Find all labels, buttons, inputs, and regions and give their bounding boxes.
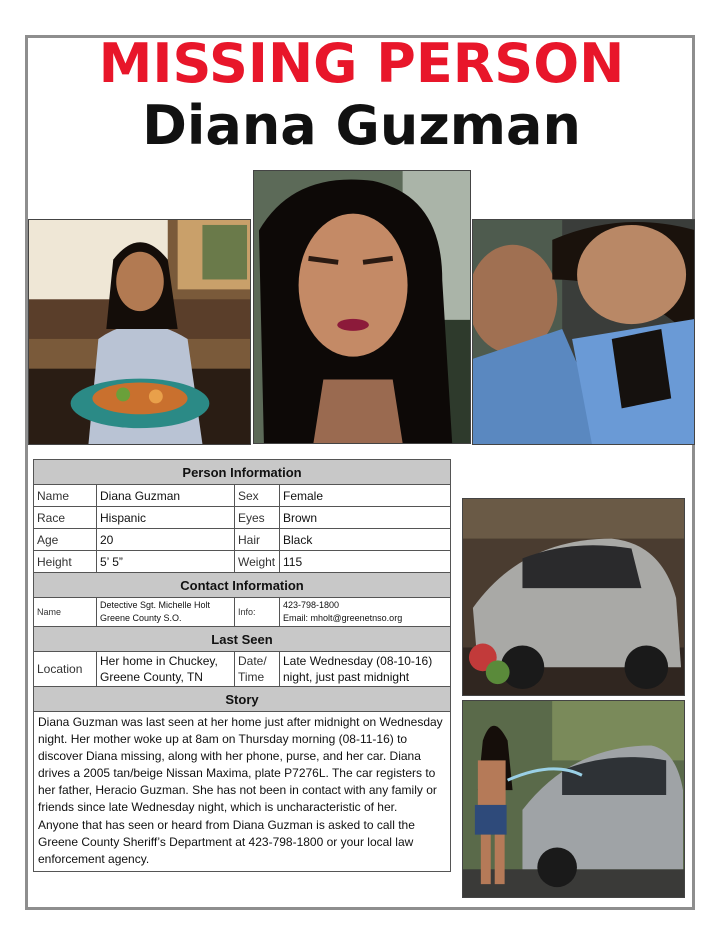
datetime-line2: night, just past midnight (283, 670, 410, 684)
contact-phone: 423-798-1800 (283, 600, 340, 610)
datetime-line1: Late Wednesday (08-10-16) (283, 654, 433, 668)
location-value (97, 652, 235, 687)
sex-value: Female (280, 485, 451, 507)
photo-car (462, 498, 685, 696)
story-paragraph-1: Diana Guzman was last seen at her home just after midnight on Wednesday night. Her mother woke up at 8am on Thursday morning (08-11-16) to discover Diana missing, along with her phone, purse, and her car. Diana drives a 2005 tan/beige Nissan Maxima, plate P7276L. The car registers to her father, Heracio Guzman. She has not been in contact with any family or friends since late Wednesday night, which is uncharacteristic of her. (38, 715, 443, 814)
hair-label: Hair (235, 529, 280, 551)
contact-name-label: Name (34, 598, 97, 627)
contact-name-line2: Greene County S.O. (100, 613, 182, 623)
photo-selfie-couple (472, 219, 695, 445)
person-info-heading: Person Information (34, 460, 451, 485)
story-paragraph-2: Anyone that has seen or heard from Diana Guzman is asked to call the Greene County Sheriff’s Department at 423-798-1800 or your local law enforcement agency. (38, 818, 415, 866)
datetime-label-line2: Time (238, 670, 265, 684)
story-heading: Story (34, 687, 451, 712)
hair-value: Black (280, 529, 451, 551)
location-label: Location (34, 652, 97, 687)
name-value: Diana Guzman (97, 485, 235, 507)
contact-email: Email: mholt@greenetnso.org (283, 613, 403, 623)
photo-washing-car (462, 700, 685, 898)
height-value: 5’ 5” (97, 551, 235, 573)
datetime-label (235, 652, 280, 687)
contact-name-value (97, 598, 235, 627)
age-value: 20 (97, 529, 235, 551)
eyes-value: Brown (280, 507, 451, 529)
poster-title: MISSING PERSON (98, 32, 625, 95)
contact-info-label: Info: (235, 598, 280, 627)
location-line2: Greene County, TN (100, 670, 203, 684)
name-label: Name (34, 485, 97, 507)
weight-value: 115 (280, 551, 451, 573)
contact-info-value (280, 598, 451, 627)
info-table (33, 459, 451, 872)
person-name-heading: Diana Guzman (142, 94, 581, 157)
age-label: Age (34, 529, 97, 551)
race-label: Race (34, 507, 97, 529)
last-seen-heading: Last Seen (34, 627, 451, 652)
sex-label: Sex (235, 485, 280, 507)
eyes-label: Eyes (235, 507, 280, 529)
weight-label: Weight (235, 551, 280, 573)
location-line1: Her home in Chuckey, (100, 654, 218, 668)
contact-info-heading: Contact Information (34, 573, 451, 598)
contact-name-line1: Detective Sgt. Michelle Holt (100, 600, 211, 610)
race-value: Hispanic (97, 507, 235, 529)
photo-selfie-car (253, 170, 471, 444)
datetime-label-line1: Date/ (238, 654, 267, 668)
height-label: Height (34, 551, 97, 573)
story-body (34, 712, 451, 872)
datetime-value (280, 652, 451, 687)
photo-dinner-table (28, 219, 251, 445)
